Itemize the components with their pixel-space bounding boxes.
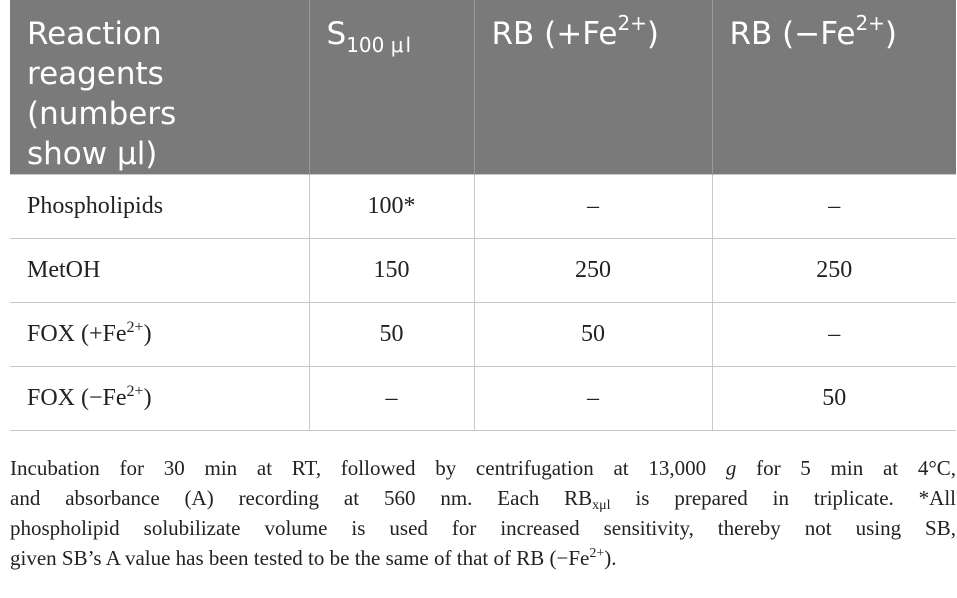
footnote-line bbox=[10, 543, 956, 573]
cell-rb-minus: – bbox=[712, 175, 956, 239]
footnote-line: phospholipid solubilizate volume is used for increased sensitivity, thereby not using SB, bbox=[10, 516, 956, 540]
row-label-sup: 2+ bbox=[126, 383, 144, 400]
header-rb-plus-close: ) bbox=[646, 16, 660, 52]
cell-s100: 150 bbox=[309, 239, 474, 303]
header-s100-sub-unit: μl bbox=[390, 33, 414, 57]
header-line: show μl) bbox=[27, 136, 158, 172]
table-row bbox=[10, 175, 956, 239]
row-label-text: FOX (+Fe bbox=[27, 321, 127, 347]
cell-rb-plus: 250 bbox=[474, 239, 712, 303]
footnote-sup: 2+ bbox=[589, 546, 605, 561]
row-label bbox=[10, 239, 309, 303]
row-label-close: ) bbox=[143, 321, 152, 347]
row-label-close: ) bbox=[143, 385, 152, 411]
row-label bbox=[10, 303, 309, 367]
cell-s100: – bbox=[309, 367, 474, 431]
header-reaction-reagents bbox=[10, 0, 309, 175]
header-s100-sub-num: 100 bbox=[346, 33, 385, 57]
footnote-text: given SB’s A value has been tested to be the same of that of RB (−Fe bbox=[10, 546, 590, 570]
table-row bbox=[10, 239, 956, 303]
table-header bbox=[10, 0, 956, 175]
row-label-text: MetOH bbox=[27, 257, 101, 283]
header-rb-plus-main: RB (+Fe bbox=[491, 16, 618, 52]
header-rb-minus-close: ) bbox=[884, 16, 898, 52]
header-line: reagents bbox=[27, 56, 164, 92]
footnote-text: for 5 min at 4°C, bbox=[736, 456, 956, 480]
cell-s100: 50 bbox=[309, 303, 474, 367]
table-body bbox=[10, 175, 956, 431]
header-row bbox=[10, 0, 956, 175]
header-line: Reaction bbox=[27, 16, 162, 52]
cell-rb-plus: – bbox=[474, 175, 712, 239]
header-s100-main: S bbox=[326, 16, 347, 52]
cell-rb-plus: – bbox=[474, 367, 712, 431]
footnote-text: and absorbance (A) recording at 560 nm. Each RB bbox=[10, 486, 593, 510]
footnote-text: ). bbox=[604, 546, 617, 570]
row-label-text: Phospholipids bbox=[27, 193, 164, 219]
row-label bbox=[10, 175, 309, 239]
footnote-line bbox=[10, 453, 956, 483]
footnote-sub: xμl bbox=[592, 498, 611, 513]
header-rb-plus-fe bbox=[474, 0, 712, 175]
header-s100 bbox=[309, 0, 474, 175]
table-row bbox=[10, 303, 956, 367]
row-label-text: FOX (−Fe bbox=[27, 385, 127, 411]
row-label-sup: 2+ bbox=[126, 319, 144, 336]
footnote-g-unit: g bbox=[725, 456, 737, 480]
header-s100-sub bbox=[346, 33, 413, 57]
header-rb-plus-sup: 2+ bbox=[617, 11, 647, 35]
cell-rb-minus: 250 bbox=[712, 239, 956, 303]
reagents-table bbox=[10, 0, 956, 431]
cell-s100: 100* bbox=[309, 175, 474, 239]
table-footnote bbox=[10, 453, 956, 573]
header-line: (numbers bbox=[27, 96, 177, 132]
cell-rb-minus: – bbox=[712, 303, 956, 367]
footnote-line bbox=[10, 483, 956, 513]
row-label bbox=[10, 367, 309, 431]
cell-rb-minus: 50 bbox=[712, 367, 956, 431]
cell-rb-plus: 50 bbox=[474, 303, 712, 367]
header-rb-minus-main: RB (−Fe bbox=[729, 16, 856, 52]
footnote-text: is prepared in triplicate. *All bbox=[610, 486, 956, 510]
header-rb-minus-fe bbox=[712, 0, 956, 175]
table-row bbox=[10, 367, 956, 431]
footnote-text: Incubation for 30 min at RT, followed by centrifugation at 13,000 bbox=[10, 456, 726, 480]
header-rb-minus-sup: 2+ bbox=[855, 11, 885, 35]
